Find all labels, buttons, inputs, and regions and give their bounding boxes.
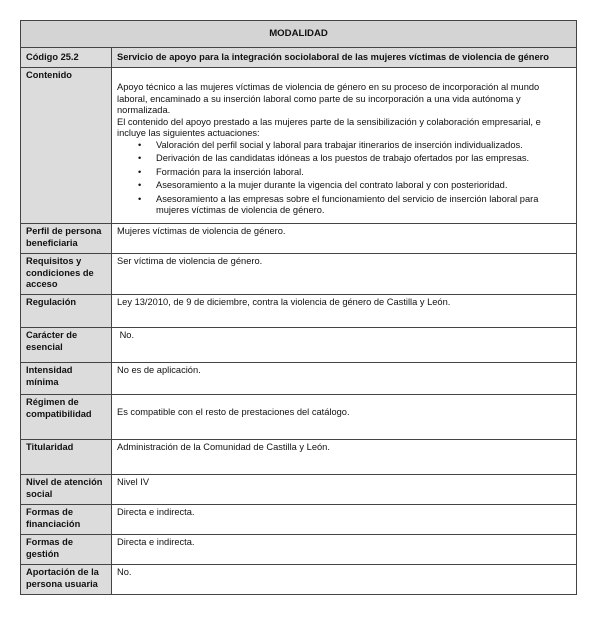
financiacion-label: Formas de financiación — [21, 505, 112, 535]
contenido-value — [112, 68, 577, 224]
list-item: • Asesoramiento a las empresas sobre el funcionamiento del servicio de inserción laboral para mujeres víctimas de violencia de género. — [138, 193, 539, 215]
aportacion-value: No. — [112, 565, 577, 595]
bullet-icon: • — [138, 153, 142, 163]
requisitos-value: Ser víctima de violencia de género. — [112, 254, 577, 295]
bullet-icon: • — [138, 180, 142, 190]
titularidad-label: Titularidad — [21, 440, 112, 475]
gestion-value: Directa e indirecta. — [112, 535, 577, 565]
requisitos-label: Requisitos y condiciones de acceso — [21, 254, 112, 295]
list-item: • Formación para la inserción laboral. — [138, 166, 304, 177]
code-value: Servicio de apoyo para la integración sociolaboral de las mujeres víctimas de violencia de género — [112, 48, 577, 68]
regulacion-value: Ley 13/2010, de 9 de diciembre, contra la violencia de género de Castilla y León. — [112, 295, 577, 328]
bullet-icon: • — [138, 166, 142, 177]
bullet-icon: • — [138, 193, 142, 204]
intensidad-value: No es de aplicación. — [112, 363, 577, 395]
caracter-value: No. — [112, 328, 577, 363]
contenido-label: Contenido — [21, 68, 112, 224]
list-item: • Derivación de las candidatas idóneas a los puestos de trabajo ofertados por las empresas. — [138, 153, 530, 163]
perfil-value: Mujeres víctimas de violencia de género. — [112, 224, 577, 254]
code-label: Código 25.2 — [21, 48, 112, 68]
caracter-label: Carácter de esencial — [21, 328, 112, 363]
aportacion-label: Aportación de la persona usuaria — [21, 565, 112, 595]
financiacion-value: Directa e indirecta. — [112, 505, 577, 535]
contenido-paragraph-1: Apoyo técnico a las mujeres víctimas de violencia de género en su proceso de incorporación al mundo laboral, encaminado a su inserción laboral como parte de su incorporación a una vida autónoma y normalizada. — [117, 82, 540, 115]
bullet-icon: • — [138, 139, 142, 150]
nivel-value: Nivel IV — [112, 475, 577, 505]
regulacion-label: Regulación — [21, 295, 112, 328]
nivel-label: Nivel de atención social — [21, 475, 112, 505]
gestion-label: Formas de gestión — [21, 535, 112, 565]
actuaciones-list — [117, 140, 571, 217]
regimen-label: Régimen de compatibilidad — [21, 395, 112, 440]
regimen-value: Es compatible con el resto de prestaciones del catálogo. — [112, 395, 577, 440]
contenido-paragraph-2: El contenido del apoyo prestado a las mujeres parte de la sensibilización y colaboración empresarial, e incluye las siguientes actuaciones: — [117, 116, 541, 138]
titularidad-value: Administración de la Comunidad de Castilla y León. — [112, 440, 577, 475]
list-item: • Valoración del perfil social y laboral para trabajar itinerarios de inserción individualizados. — [138, 139, 523, 150]
perfil-label: Perfil de persona beneficiaria — [21, 224, 112, 254]
modalidad-table — [20, 20, 577, 595]
service-sheet — [20, 20, 577, 595]
intensidad-label: Intensidad mínima — [21, 363, 112, 395]
table-title: MODALIDAD — [21, 21, 577, 48]
list-item: • Asesoramiento a la mujer durante la vigencia del contrato laboral y con posterioridad. — [138, 180, 508, 190]
